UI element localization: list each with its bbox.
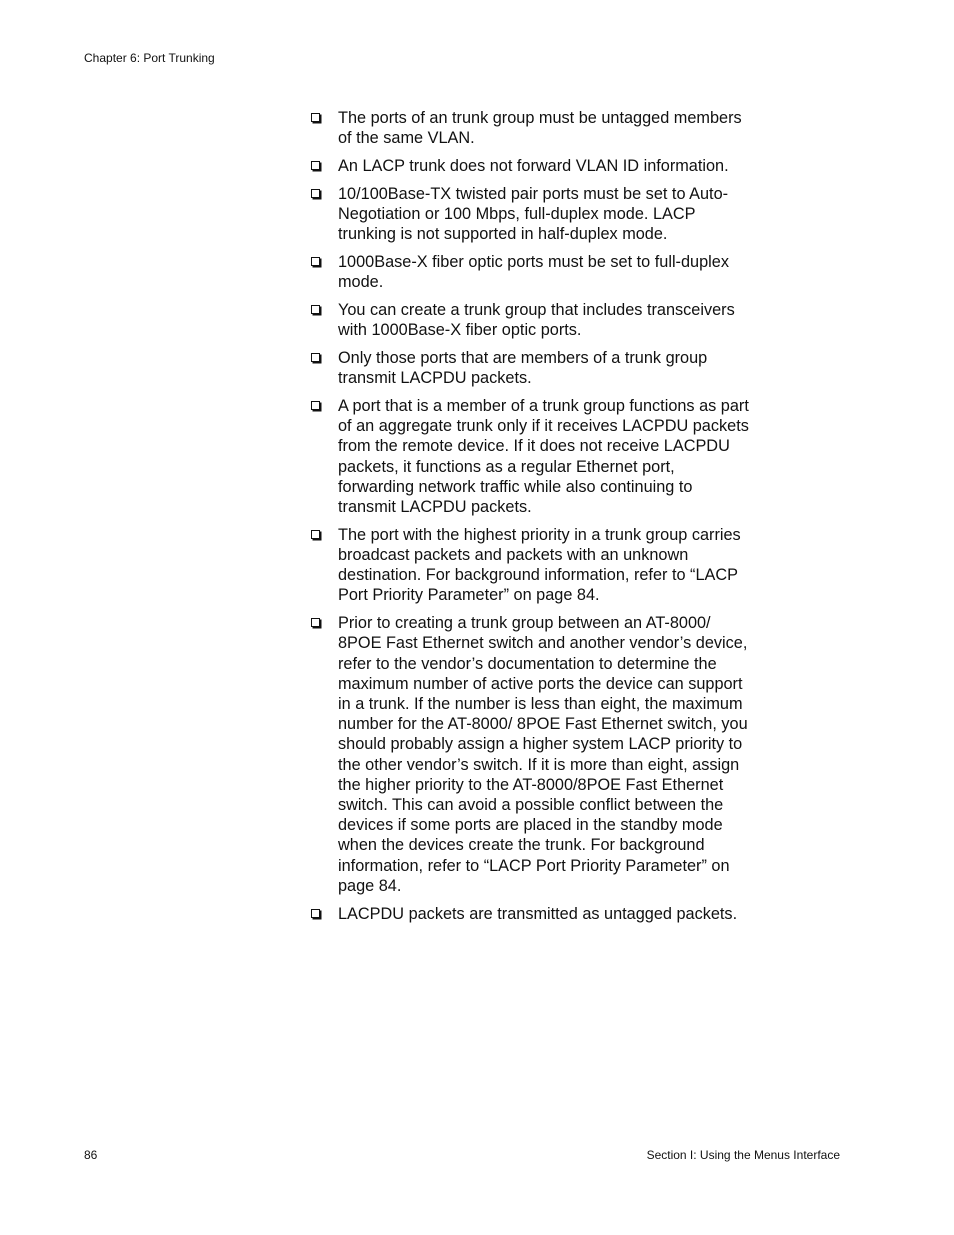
page-number: 86 xyxy=(84,1148,98,1162)
list-item xyxy=(309,156,754,176)
checkbox-bullet-icon xyxy=(311,305,320,314)
list-item-text: A port that is a member of a trunk group functions as part of an aggregate trunk only if it receives LACPDU packets from the remote device. If it does not receive LACPDU packets, it functions as a regular Ethernet port, forwarding network traffic while also continuing to transmit LACPDU packets. xyxy=(338,397,749,517)
checkbox-bullet-icon xyxy=(311,530,320,539)
list-item-text: 1000Base-X fiber optic ports must be set to full-duplex mode. xyxy=(338,253,729,292)
list-item xyxy=(309,348,754,388)
list-item-text: Prior to creating a trunk group between an AT-8000/ 8POE Fast Ethernet switch and another vendor’s device, refer to the vendor’s documentation to determine the maximum number of active ports the device can support in a trunk. If the number is less than eight, the maximum number for the AT-8000/ 8POE Fast Ethernet switch, you should probably assign a higher system LACP priority to the other vendor’s switch. If it is more than eight, assign the higher priority to the AT-8000/8POE Fast Ethernet switch. This can avoid a possible conflict between the devices if some ports are placed in the standby mode when the devices create the trunk. For background information, refer to “LACP Port Priority Parameter” on page 84. xyxy=(338,614,748,895)
running-header: Chapter 6: Port Trunking xyxy=(84,51,215,65)
checkbox-bullet-icon xyxy=(311,909,320,918)
list-item xyxy=(309,613,754,896)
list-item-text: An LACP trunk does not forward VLAN ID information. xyxy=(338,157,729,175)
list-item-text: 10/100Base-TX twisted pair ports must be set to Auto-Negotiation or 100 Mbps, full-duplex mode. LACP trunking is not supported in half-duplex mode. xyxy=(338,184,729,244)
list-item xyxy=(309,904,754,924)
checkbox-bullet-icon xyxy=(311,189,320,198)
checkbox-bullet-icon xyxy=(311,618,320,627)
list-item-text: Only those ports that are members of a trunk group transmit LACPDU packets. xyxy=(338,349,708,388)
list-item xyxy=(309,252,754,292)
checkbox-bullet-icon xyxy=(311,113,320,122)
checkbox-bullet-icon xyxy=(311,353,320,362)
checkbox-bullet-icon xyxy=(311,161,320,170)
list-item xyxy=(309,300,754,340)
checkbox-bullet-icon xyxy=(311,401,320,410)
list-item-text: The port with the highest priority in a trunk group carries broadcast packets and packets with an unknown destination. For background information, refer to “LACP Port Priority Parameter” on page 84. xyxy=(338,525,741,605)
list-item xyxy=(309,396,754,517)
bullet-list xyxy=(309,108,754,931)
list-item xyxy=(309,525,754,606)
list-item-text: LACPDU packets are transmitted as untagged packets. xyxy=(338,904,738,923)
list-item-text: You can create a trunk group that includes transceivers with 1000Base-X fiber optic ports. xyxy=(338,301,735,340)
list-item xyxy=(309,184,754,245)
list-item-text: The ports of an trunk group must be untagged members of the same VLAN. xyxy=(338,109,742,148)
checkbox-bullet-icon xyxy=(311,257,320,266)
running-footer-section: Section I: Using the Menus Interface xyxy=(646,1148,840,1162)
list-item xyxy=(309,108,754,148)
